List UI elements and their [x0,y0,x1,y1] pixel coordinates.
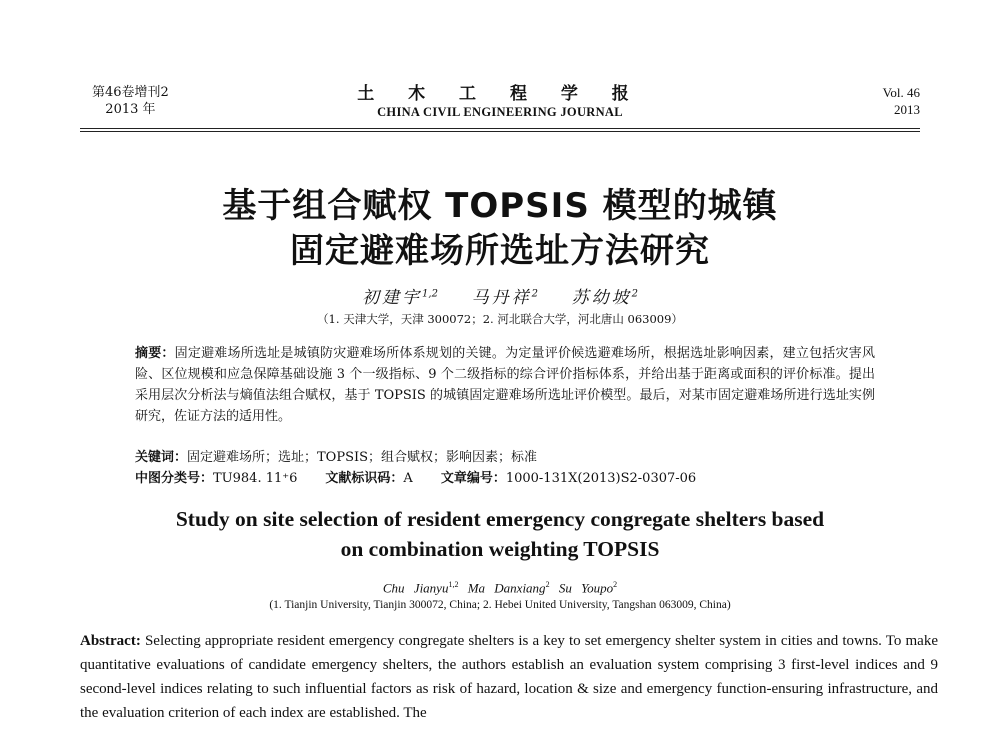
author-en-name: Su Youpo [558,580,614,596]
header-year-en: 2013 [894,102,920,117]
abstract-cn-label: 摘要： [135,346,175,361]
abstract-cn [135,343,875,427]
header-volume-en [883,84,920,118]
header-rule-thin [80,131,920,132]
author-cn-name: 苏幼坡 [571,288,632,308]
abstract-en-text: Selecting appropriate resident emergency congregate shelters is a key to set emergency shelter system in cities and towns. To make quantitative evaluations of candidate emergency shelters, the authors establish an evaluation system comprising 3 first-level indices and 9 second-level indices relating to such influential factors as risk of hazard, location & size and emergency function-ensuring infrastructure, and the evaluation criterion of each index are established. The [80,633,938,721]
author-en-affil: 2 [545,580,550,589]
paper-title-cn-line1: 基于组合赋权 TOPSIS 模型的城镇 [222,186,778,226]
author-cn-affil: 1,2 [422,288,438,300]
header-vol-en: Vol. 46 [882,85,920,100]
paper-title-cn-line2: 固定避难场所选址方法研究 [290,231,710,271]
author-en-affil: 2 [613,580,618,589]
authors-cn [0,283,1000,308]
abstract-en [80,629,938,725]
author-en-name: Chu Jianyu [382,580,449,596]
header-journal-name [80,84,920,120]
keywords-text: 固定避难场所；选址；TOPSIS；组合赋权；影响因素；标准 [187,450,538,465]
paper-title-cn [0,184,1000,274]
author-en-affil: 1,2 [448,580,459,589]
paper-title-en [0,504,1000,564]
abstract-cn-text: 固定避难场所选址是城镇防灾避难场所体系规划的关键。为定量评价候选避难场所，根据选址影响因素，建立包括灾害风险、区位规模和应急保障基础设施 3 个一级指标、9 个二级指标的综合评价指标体系，并给出基于距离或面积的评价标准。提出采用层次分析法与熵值法组合赋权，基于 TOPSIS 的城镇固定避难场所选址评价模型。最后，对某市固定避难场所进行选址实例研究，佐证方法的适用性。 [135,346,875,424]
keywords-cn [135,447,875,468]
doc-code-label: 文献标识码： [325,471,404,486]
header-volume: 第46卷增刊2 [92,85,169,100]
article-no-value: 1000-131X(2013)S2-0307-06 [505,471,697,486]
author-cn-name: 马丹祥 [471,288,532,308]
author-en-name: Ma Danxiang [467,580,546,596]
authors-en [0,580,1000,596]
journal-name-cn: 土 木 工 程 学 报 [357,84,643,104]
header-year-cn: 2013 年 [105,102,156,117]
abstract-en-label: Abstract: [80,633,141,649]
keywords-label: 关键词： [135,450,188,465]
affiliation-en: (1. Tianjin University, Tianjin 300072, China; 2. Hebei United University, Tangshan 063009, China) [269,599,731,611]
author-cn-name: 初建宇 [362,288,423,308]
article-no-label: 文章编号： [440,471,506,486]
cls-label: 中图分类号： [135,471,214,486]
classification-line [135,468,875,489]
affiliation-cn: （1. 天津大学，天津 300072；2. 河北联合大学，河北唐山 063009） [317,312,683,326]
author-cn-affil: 2 [531,288,538,300]
author-cn-affil: 2 [631,288,638,300]
paper-title-en-line2: on combination weighting TOPSIS [340,537,660,561]
journal-header [80,84,920,130]
doc-code-value: A [403,471,413,486]
header-rule [80,128,920,129]
paper-title-en-line1: Study on site selection of resident emergency congregate shelters based [175,507,825,531]
cls-value: TU984. 11⁺6 [213,471,298,486]
journal-name-en: CHINA CIVIL ENGINEERING JOURNAL [377,105,623,119]
